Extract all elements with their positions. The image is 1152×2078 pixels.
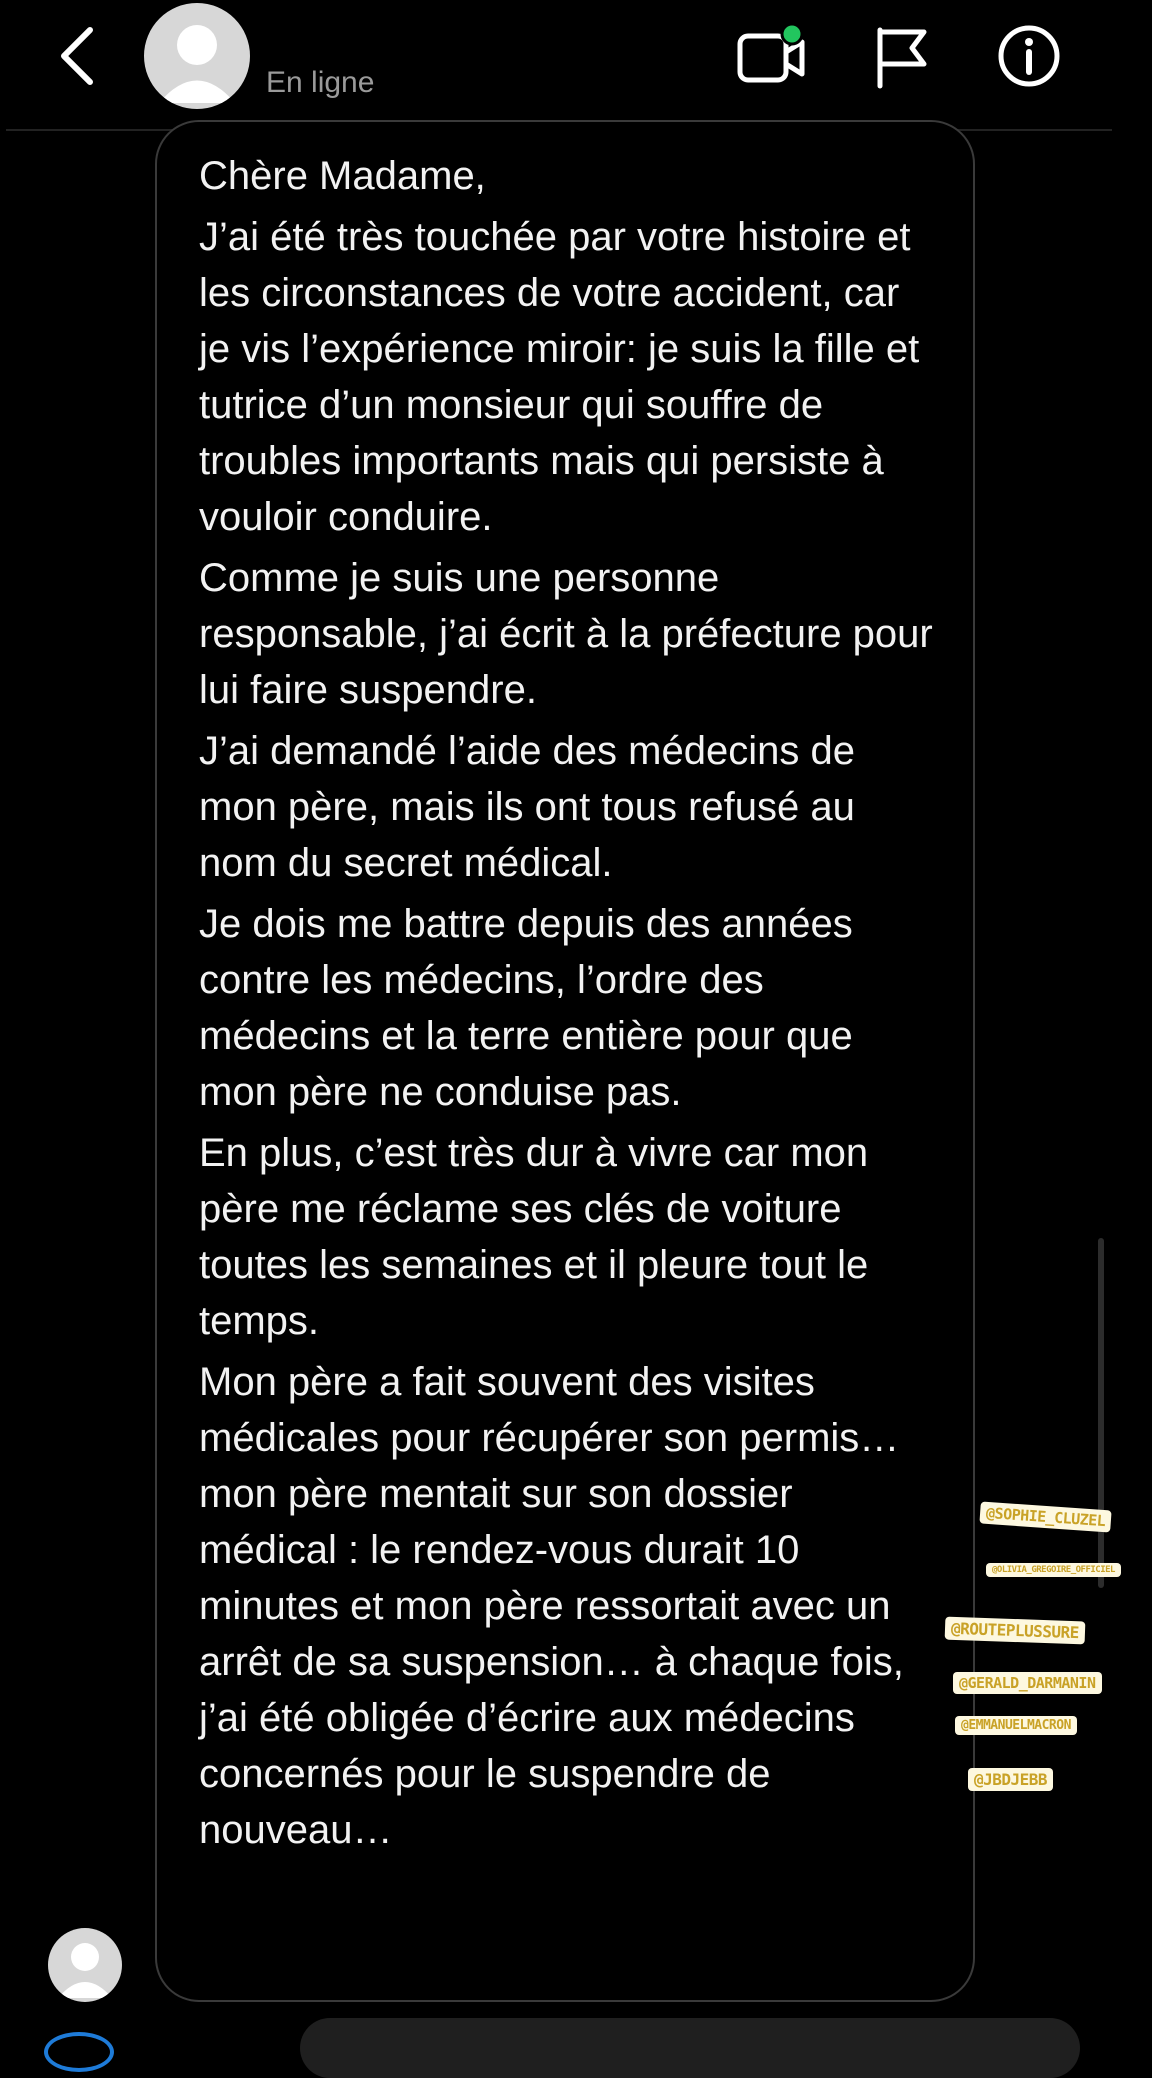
message-bubble[interactable]	[155, 120, 975, 2002]
chevron-left-icon	[52, 22, 108, 90]
message-paragraph: Chère Madame,	[199, 154, 486, 198]
message-paragraph: Je dois me battre depuis des années contre les médecins, l’ordre des médecins et la terre entière pour que mon père ne conduise pas.	[199, 902, 853, 1114]
online-indicator	[782, 24, 802, 44]
mention-tag: @OLIVIA_GREGOIRE_OFFICIEL	[986, 1563, 1121, 1577]
info-button[interactable]	[996, 22, 1062, 90]
camera-button[interactable]	[44, 2032, 114, 2072]
flag-icon	[872, 24, 932, 90]
contact-avatar[interactable]	[144, 3, 250, 109]
message-paragraph: J’ai été très touchée par votre histoire et les circonstances de votre accident, car je vis l’expérience miroir: je suis la fille et tutrice d’un monsieur qui souffre de troubles importants mais qui persiste à vouloir conduire.	[199, 215, 920, 539]
video-call-icon	[734, 22, 808, 90]
mention-tag: @JBDJEBB	[968, 1768, 1053, 1791]
chat-header	[0, 0, 1152, 130]
sender-avatar[interactable]	[48, 1928, 122, 2002]
back-button[interactable]	[52, 22, 108, 90]
video-call-button[interactable]	[734, 22, 808, 90]
report-button[interactable]	[872, 24, 932, 90]
scrollbar[interactable]	[1098, 1238, 1104, 1588]
info-icon	[996, 22, 1062, 90]
mention-tag: @SOPHIE_CLUZEL	[979, 1501, 1112, 1532]
mention-tag: @ROUTEPLUSSURE	[945, 1617, 1086, 1645]
message-paragraph: En plus, c’est très dur à vivre car mon père me réclame ses clés de voiture toutes les semaines et il pleure tout le temps.	[199, 1131, 869, 1343]
avatar-icon	[144, 3, 250, 109]
mention-tag: @GERALD_DARMANIN	[953, 1672, 1102, 1694]
message-paragraph: Mon père a fait souvent des visites médicales pour récupérer son permis… mon père mentait sur son dossier médical : le rendez-vous durait 10 minutes et mon père ressortait avec un arrêt de sa suspension… à chaque fois, j’ai été obligée d’écrire aux médecins concernés pour le suspendre de nouveau…	[199, 1360, 904, 1852]
message-paragraph: Comme je suis une personne responsable, j’ai écrit à la préfecture pour lui faire suspendre.	[199, 556, 933, 712]
message-input[interactable]	[300, 2018, 1080, 2078]
online-status: En ligne	[266, 66, 375, 99]
message-paragraph: J’ai demandé l’aide des médecins de mon père, mais ils ont tous refusé au nom du secret médical.	[199, 729, 855, 885]
contact-name[interactable]	[266, 10, 566, 52]
avatar-icon	[48, 1928, 122, 2002]
mention-tag: @EMMANUELMACRON	[955, 1716, 1077, 1735]
